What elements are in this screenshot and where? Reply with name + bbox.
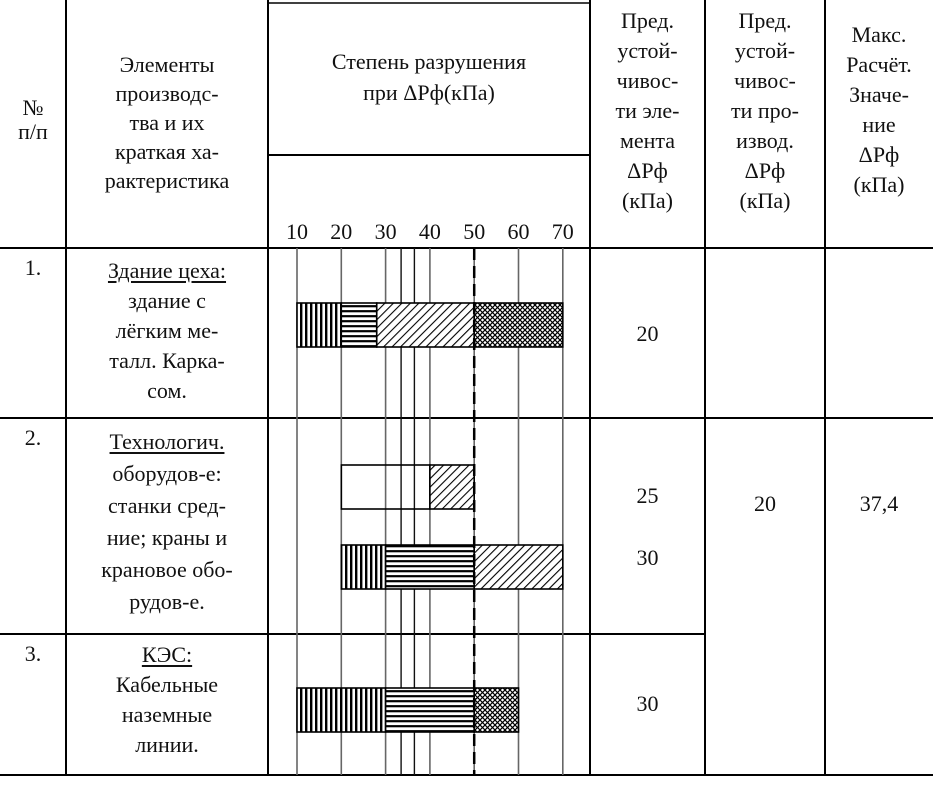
row-desc-line: рудов-е. [129,589,205,614]
header-max-line: Макс. [851,22,907,47]
header-elem-line: чивос- [616,68,679,93]
row-number: 3. [24,641,42,666]
row-desc-line: здание с [128,288,206,313]
row-desc-line: наземные [121,702,213,727]
scale-tick-label: 50 [463,219,486,244]
header-degree [268,46,590,108]
scale-tick-label: 60 [507,219,530,244]
row-title: Технологич. [109,429,225,454]
header-elem-line: устой- [617,38,678,63]
scale-tick-label: 30 [374,219,397,244]
damage-segment-strong [474,545,563,589]
damage-segment-medium [386,545,475,589]
damage-segment-weak [341,545,385,589]
max-calculated-value: 37,4 [859,491,899,516]
header-max-line: Значе- [849,82,909,107]
row-desc-line: оборудов-е: [112,461,222,486]
element-stability-value: 25 [636,483,659,508]
row-number: 1. [24,255,42,280]
header-max-line: ΔPф [858,142,900,167]
header-elements-line: рактеристика [104,168,230,193]
header-prod-line: ти про- [731,98,799,123]
header-elements-line: тва и их [129,110,205,135]
scale-tick-label: 40 [418,219,441,244]
row-description [66,256,268,406]
header-degree-line: Степень разрушения [331,49,527,74]
row-description [66,426,268,618]
header-prod-line: (кПа) [739,188,791,213]
damage-segment-strong [430,465,474,509]
element-stability-value: 30 [636,545,659,570]
header-max-value [825,20,933,200]
header-max-line: (кПа) [853,172,905,197]
header-no-line1: № [22,95,44,120]
row-desc-line: крановое обо- [101,557,233,582]
header-prod-line: Пред. [738,8,792,33]
header-elem-line: мента [619,128,676,153]
row-desc-line: ние; краны и [106,525,228,550]
row-desc-line: лёгким ме- [115,318,219,343]
header-element-stability [590,6,705,216]
row-desc-line: сом. [147,378,187,403]
row-desc-line: станки сред- [108,493,226,518]
scale-tick-label: 20 [330,219,353,244]
header-elem-line: (кПа) [622,188,673,213]
row-title: КЭС: [141,642,193,667]
row-number: 2. [24,425,42,450]
damage-segment-full [474,688,518,732]
row-description [66,640,268,760]
header-prod-line: устой- [734,38,796,63]
header-elements-line: краткая ха- [114,139,220,164]
header-elements-line: Элементы [119,52,215,77]
header-elements [66,50,268,195]
header-no [0,96,66,144]
header-elem-line: Пред. [620,8,675,33]
scale-tick-label: 10 [286,219,308,244]
header-max-line: Расчёт. [846,52,912,77]
header-prod-line: извод. [736,128,794,153]
production-stability-value: 20 [754,491,776,516]
header-degree-line: при ΔPф(кПа) [363,80,495,105]
row-desc-line: Кабельные [115,672,219,697]
header-production-stability [705,6,825,216]
row-desc-line: талл. Карка- [109,348,225,373]
header-elem-line: ти эле- [615,98,680,123]
damage-segment-full [474,303,563,347]
damage-segment-weak [297,303,341,347]
element-stability-value: 20 [636,321,659,346]
damage-segment-strong [377,303,474,347]
header-elem-line: ΔPф [627,158,668,183]
header-elements-line: производс- [115,81,219,106]
scale-tick-label: 70 [551,219,574,244]
header-max-line: ние [862,112,896,137]
damage-segment-medium [341,303,376,347]
damage-segment-medium [386,688,475,732]
row-title: Здание цеха: [107,258,227,283]
damage-segment-weak [297,688,386,732]
header-prod-line: чивос- [734,68,796,93]
row-desc-line: линии. [135,732,199,757]
element-stability-value: 30 [636,691,659,716]
header-prod-line: ΔPф [744,158,786,183]
header-no-line2: п/п [18,119,48,144]
